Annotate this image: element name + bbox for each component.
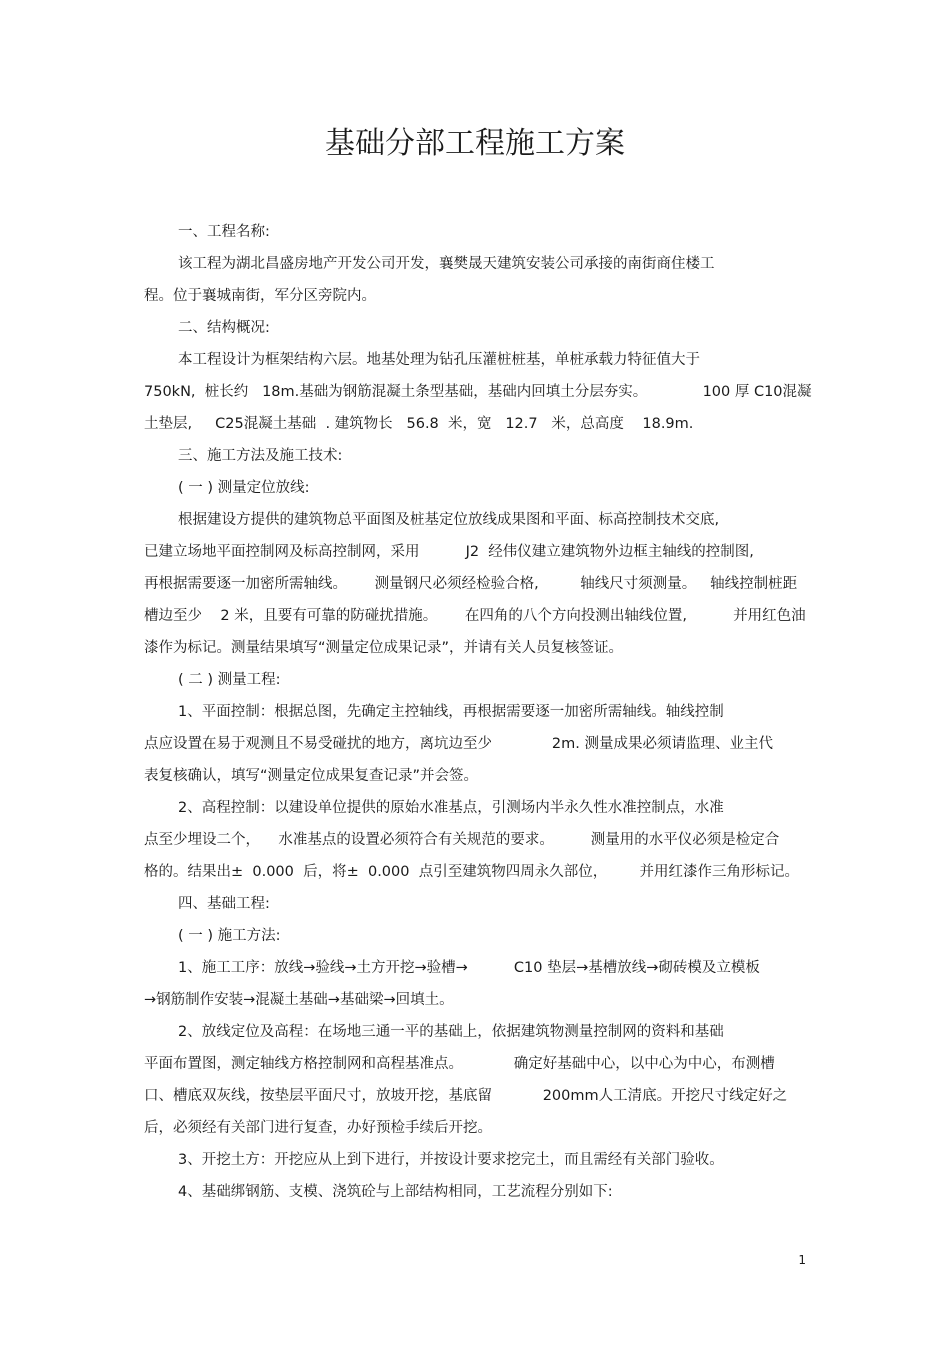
body-text-line: 程。位于襄城南街，军分区旁院内。 <box>144 288 376 304</box>
body-text-line: 1、施工工序：放线→验线→土方开挖→验槽→ C10 垫层→基槽放线→砌砖模及立模板 <box>178 960 760 976</box>
subsection-heading: ( 一 ) 测量定位放线: <box>178 480 310 496</box>
body-text-line: 1、平面控制：根据总图，先确定主控轴线，再根据需要逐一加密所需轴线。轴线控制 <box>178 704 724 720</box>
section-heading: 一、工程名称: <box>178 224 270 240</box>
body-text-line: 再根据需要逐一加密所需轴线。 测量钢尺必须经检验合格, 轴线尺寸须测量。 轴线控制桩距 <box>144 576 798 592</box>
body-text-line: 后，必须经有关部门进行复查，办好预检手续后开挖。 <box>144 1120 492 1136</box>
body-text-line: 750kN, 桩长约 18m.基础为钢筋混凝土条型基础，基础内回填土分层夯实。 100 厚 C10混凝 <box>144 384 812 400</box>
page-number: 1 <box>798 1253 806 1267</box>
body-text-line: 已建立场地平面控制网及标高控制网，采用 J2 经伟仪建立建筑物外边框主轴线的控制图, <box>144 544 754 560</box>
subsection-heading: ( 二 ) 测量工程: <box>178 672 281 688</box>
section-heading: 四、基础工程: <box>178 896 270 912</box>
body-text-line: 3、开挖土方：开挖应从上到下进行，并按设计要求挖完土，而且需经有关部门验收。 <box>178 1152 724 1168</box>
body-text-line: 槽边至少 2 米，且要有可靠的防碰扰措施。 在四角的八个方向投测出轴线位置, 并用红色油 <box>144 608 806 624</box>
body-text-line: 2、高程控制：以建设单位提供的原始水准基点，引测场内半永久性水准控制点，水准 <box>178 800 724 816</box>
body-text-line: 漆作为标记。测量结果填写“测量定位成果记录”，并请有关人员复核签证。 <box>144 640 624 656</box>
body-text-line: 点至少埋设二个， 水准基点的设置必须符合有关规范的要求。 测量用的水平仪必须是检定合 <box>144 832 780 848</box>
body-text-line: 格的。结果出± 0.000 后，将± 0.000 点引至建筑物四周永久部位， 并用红漆作三角形标记。 <box>144 864 799 880</box>
body-text-line: 点应设置在易于观测且不易受碰扰的地方，离坑边至少 2m. 测量成果必须请监理、业主代 <box>144 736 773 752</box>
subsection-heading: ( 一 ) 施工方法: <box>178 928 281 944</box>
body-text-line: 该工程为湖北昌盛房地产开发公司开发，襄樊晟天建筑安装公司承接的南街商住楼工 <box>178 256 715 272</box>
body-text-line: →钢筋制作安装→混凝土基础→基础梁→回填土。 <box>144 992 454 1008</box>
body-text-line: 土垫层, C25混凝土基础 . 建筑物长 56.8 米，宽 12.7 米，总高度 18.9m. <box>144 416 694 432</box>
body-text-line: 平面布置图，测定轴线方格控制网和高程基准点。 确定好基础中心，以中心为中心，布测槽 <box>144 1056 775 1072</box>
body-text-line: 4、基础绑钢筋、支模、浇筑砼与上部结构相同，工艺流程分别如下: <box>178 1184 613 1200</box>
section-heading: 二、结构概况: <box>178 320 270 336</box>
body-text-line: 2、放线定位及高程：在场地三通一平的基础上，依据建筑物测量控制网的资料和基础 <box>178 1024 724 1040</box>
section-heading: 三、施工方法及施工技术: <box>178 448 343 464</box>
body-text-line: 表复核确认，填写“测量定位成果复查记录”并会签。 <box>144 768 479 784</box>
page-title: 基础分部工程施工方案 <box>325 126 625 161</box>
body-text-line: 本工程设计为框架结构六层。地基处理为钻孔压灌桩桩基，单桩承载力特征值大于 <box>178 352 700 368</box>
body-text-line: 根据建设方提供的建筑物总平面图及桩基定位放线成果图和平面、标高控制技术交底, <box>178 512 720 528</box>
body-text-line: 口、槽底双灰线，按垫层平面尺寸，放坡开挖，基底留 200mm人工清底。开挖尺寸线定好之 <box>144 1088 788 1104</box>
